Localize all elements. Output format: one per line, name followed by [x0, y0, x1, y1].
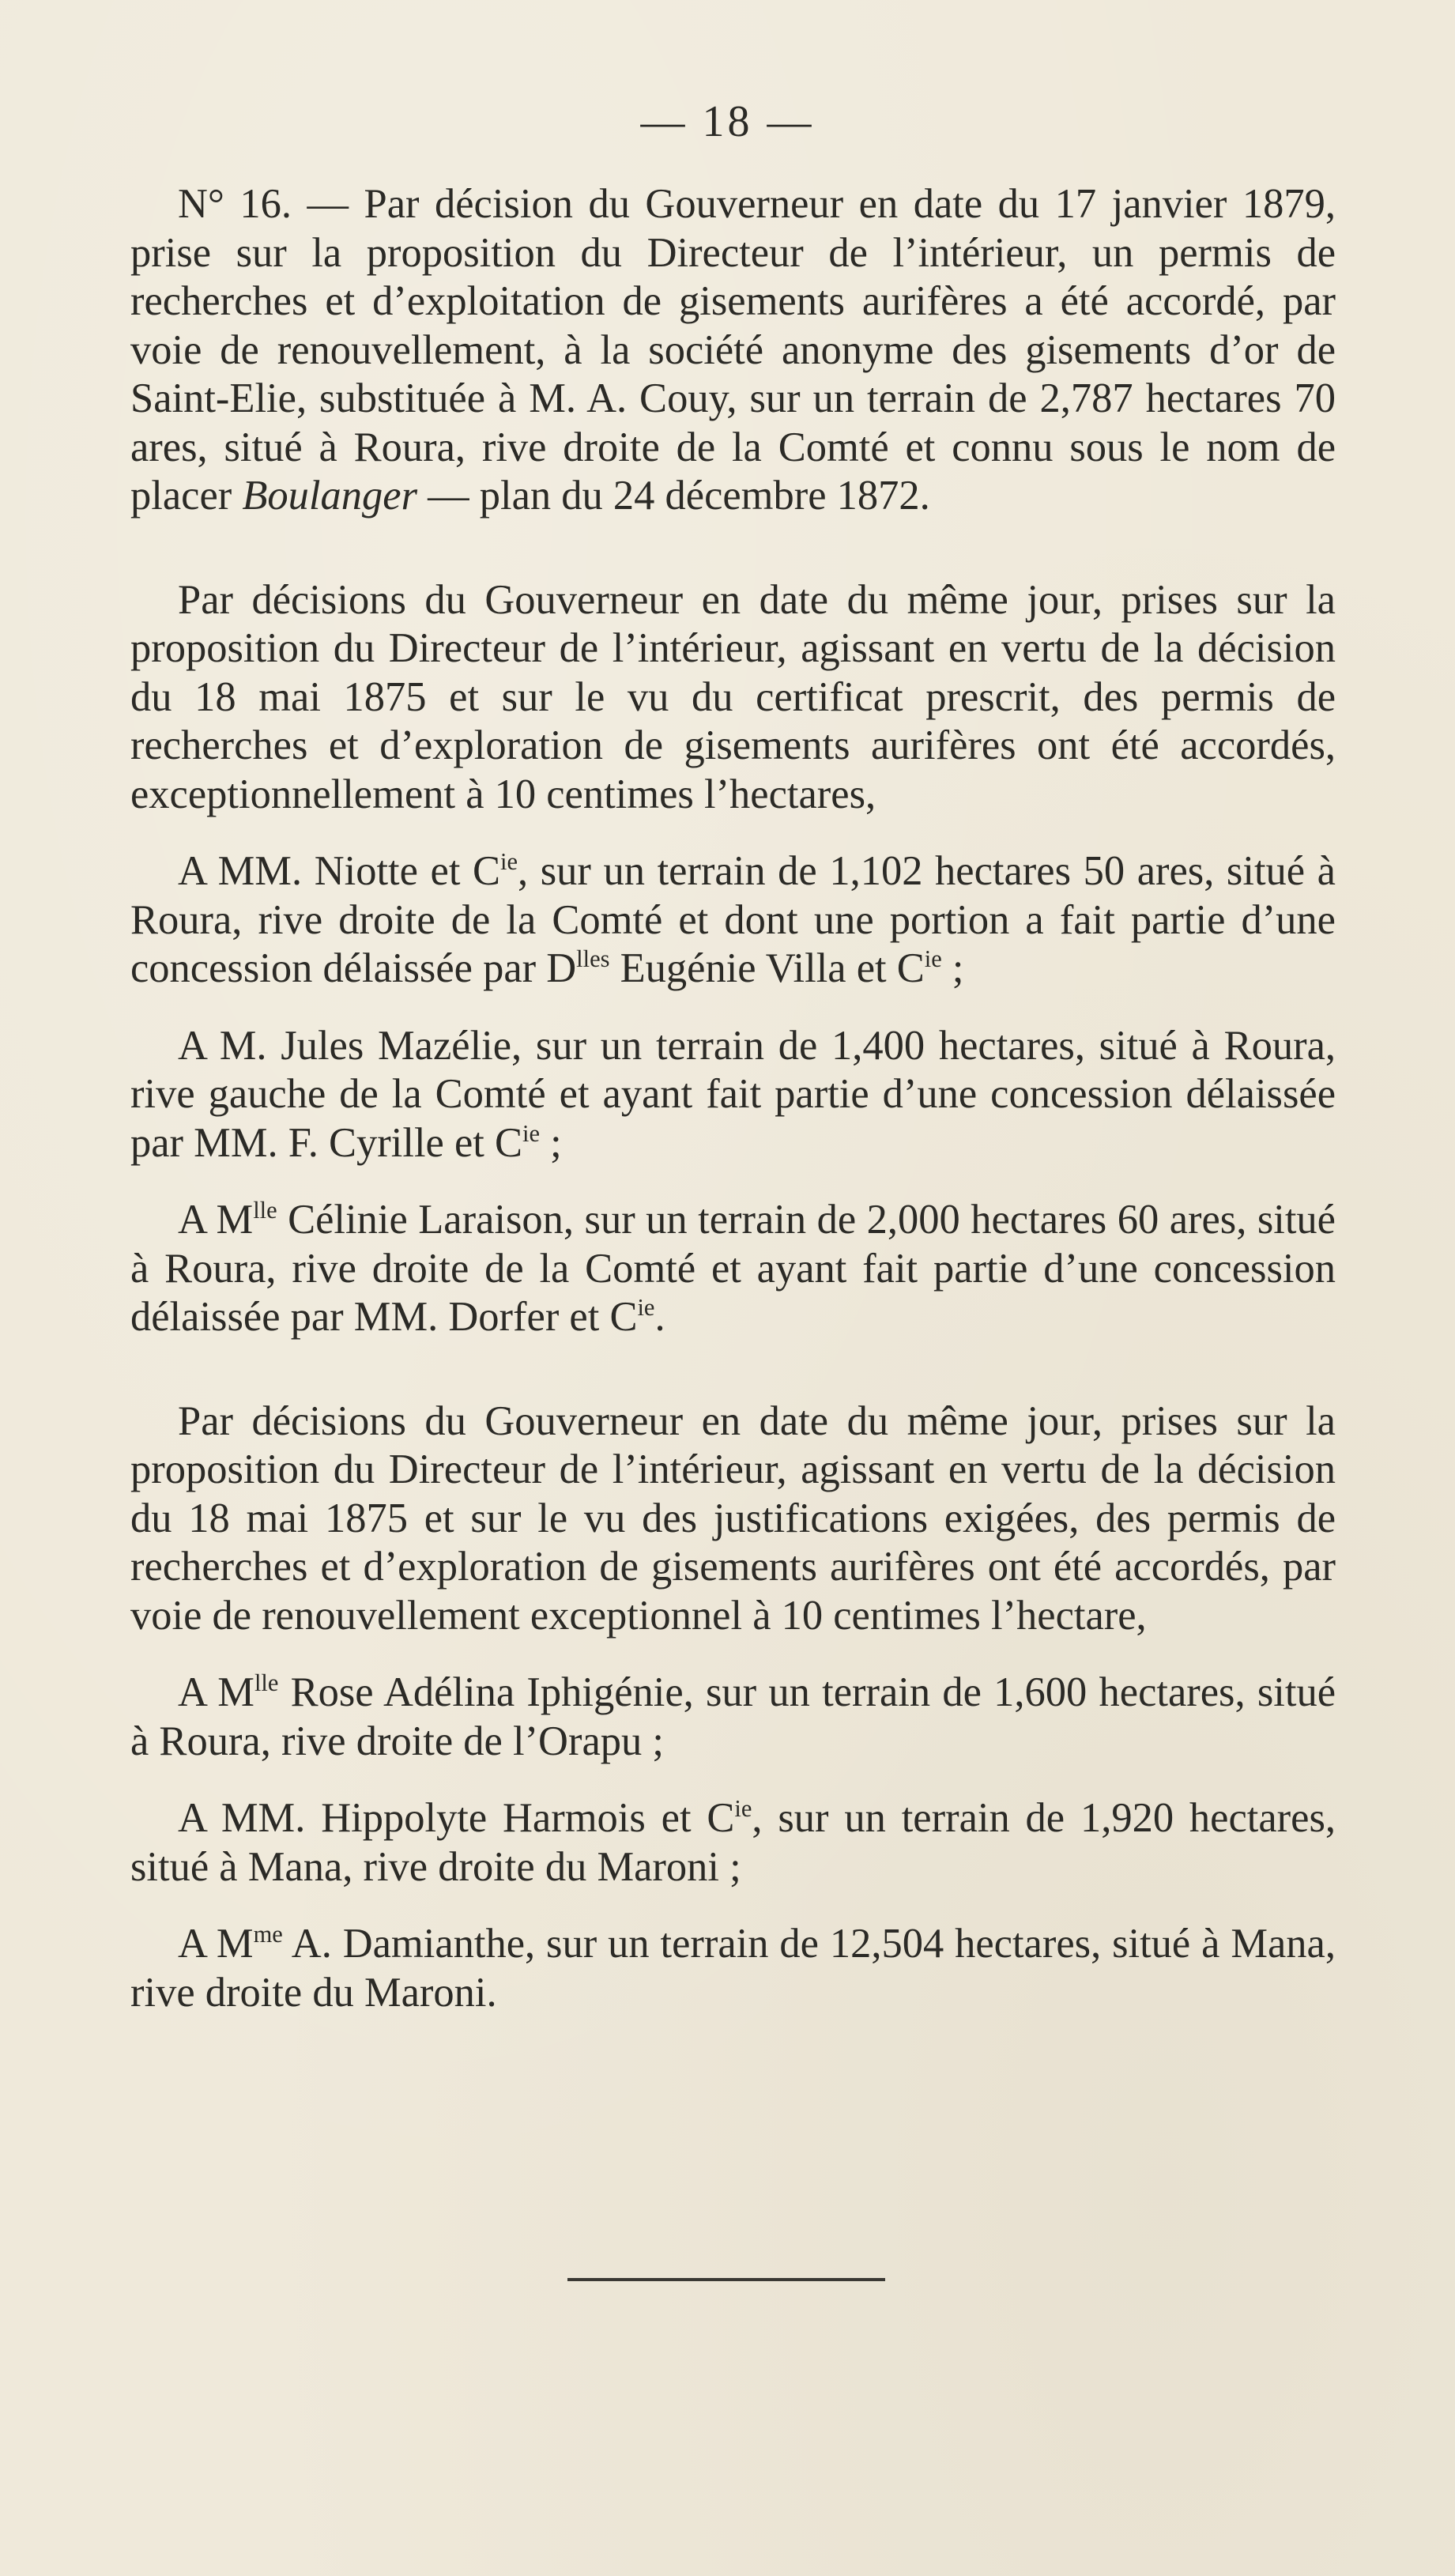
document-body	[130, 180, 1336, 2017]
page-number: — 18 —	[640, 97, 815, 146]
paragraph-grant-damianthe: A $M^{me}$ A. Damianthe, sur un terrain de 12,504 hectares, situé à Mana, rive droite du Maroni.	[130, 1921, 1336, 2016]
paragraph-decisions-intro-2: Par décisions du Gouverneur en date du même jour, prises sur la proposition du Directeur de l’intérieur, agissant en vertu de la décision du 18 mai 1875 et sur le vu des justifications exigées, des permis de recherches et d’exploration de gisements aurifères ont été accordés, par voie de renouvellement exceptionnel à 10 centimes l’hectare,	[130, 1397, 1336, 1639]
decision-number: N° 16. —	[178, 181, 349, 227]
paragraph-grant-iphigenie: A $M^{lle}$ Rose Adélina Iphigénie, sur un terrain de 1,600 hectares, situé à Roura, rive droite de l’Orapu ;	[130, 1669, 1336, 1764]
paragraph-grant-niotte: A MM. Niotte et $C^{ie}$, sur un terrain de 1,102 hectares 50 ares, situé à Roura, rive droite de la Comté et dont une portion a fait partie d’une concession délaissée par $D^{lles}$ Eugénie Villa et $C^{ie}$ ;	[130, 848, 1336, 991]
paragraph-grant-harmois: A MM. Hippolyte Harmois et $C^{ie}$, sur un terrain de 1,920 hectares, situé à Mana, rive droite du Maroni ;	[130, 1795, 1336, 1890]
paragraph-grant-mazelie: A M. Jules Mazélie, sur un terrain de 1,400 hectares, situé à Roura, rive gauche de la Comté et ayant fait partie d’une concession délaissée par MM. F. Cyrille et $C^{ie}$ ;	[130, 1022, 1336, 1166]
paragraph-grant-laraison: A $M^{lle}$ Célinie Laraison, sur un terrain de 2,000 hectares 60 ares, situé à Roura, rive droite de la Comté et ayant fait partie d’une concession délaissée par MM. Dorfer et $C^{ie}$.	[130, 1197, 1336, 1340]
placer-name: Boulanger	[242, 473, 417, 519]
paragraph-decision-16: N° 16. — Par décision du Gouverneur en date du 17 janvier 1879, prise sur la proposition du Directeur de l’intérieur, un permis de recherches et d’exploitation de gisements aurifères a été accordé, par voie de renouvellement, à la société anonyme des gisements d’or de Saint-Elie, substituée à M. A. Couy, sur un terrain de 2,787 hectares 70 ares, situé à Roura, rive droite de la Comté et connu sous le nom de placer Boulanger — plan du 24 décembre 1872.	[130, 181, 1336, 519]
paragraph-decisions-intro-1: Par décisions du Gouverneur en date du même jour, prises sur la proposition du Directeur de l’intérieur, agissant en vertu de la décision du 18 mai 1875 et sur le vu du certificat prescrit, des permis de recherches et d’exploration de gisements aurifères ont été accordés, exceptionnellement à 10 centimes l’hectares,	[130, 576, 1336, 817]
closing-rule-divider	[567, 2278, 885, 2281]
